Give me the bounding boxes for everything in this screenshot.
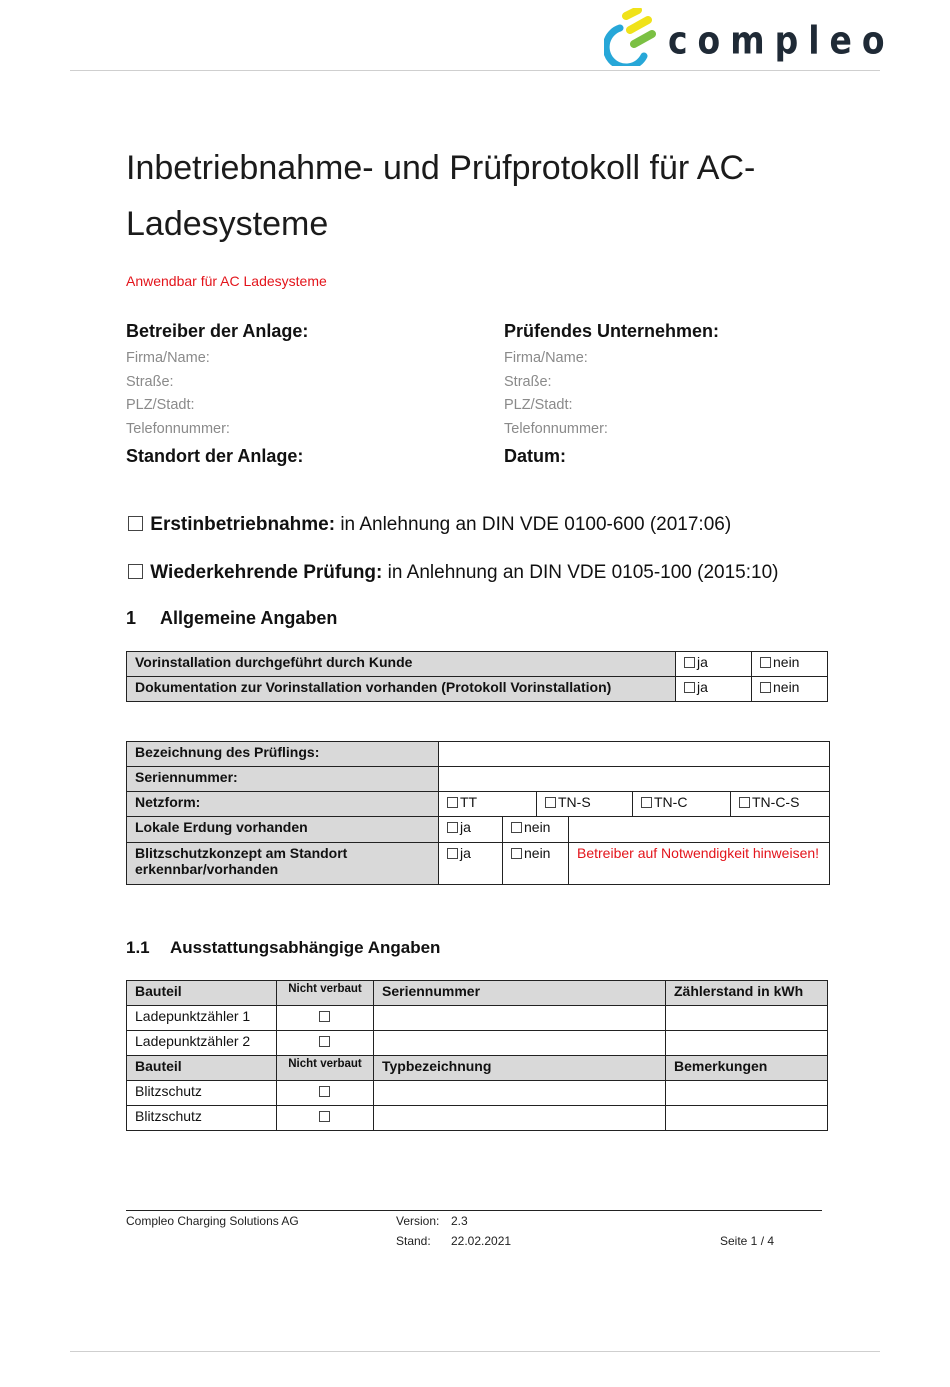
checkbox-icon[interactable]	[319, 1086, 330, 1097]
footer-divider	[126, 1210, 822, 1211]
no-label: nein	[773, 654, 800, 670]
operator-heading: Betreiber der Anlage:	[126, 321, 309, 341]
footer-company: Compleo Charging Solutions AG	[126, 1214, 299, 1228]
section-title: Ausstattungsabhängige Angaben	[170, 938, 441, 957]
header-type: Typbezeichnung	[374, 1056, 666, 1081]
compleo-logo	[604, 8, 895, 66]
footer-version: 2.3	[451, 1214, 468, 1228]
table-header-row	[127, 981, 828, 1006]
operator-field-city: PLZ/Stadt:	[126, 397, 195, 413]
yes-label: ja	[460, 819, 471, 835]
location-heading: Standort der Anlage:	[126, 446, 304, 466]
checkbox-icon[interactable]	[641, 797, 652, 808]
table-header-row	[127, 1056, 828, 1081]
network-option-tt[interactable]	[439, 792, 537, 817]
grounding-note	[569, 817, 830, 843]
network-option-tns[interactable]	[537, 792, 633, 817]
date-heading: Datum:	[504, 446, 566, 466]
check-text: in Anlehnung an DIN VDE 0105-100 (2015:10)	[387, 562, 779, 583]
no-label: nein	[524, 845, 551, 861]
header-divider	[70, 70, 880, 71]
equipment-table	[126, 980, 828, 1131]
serial-cell[interactable]	[374, 1031, 666, 1056]
footer-page-number: Seite 1 / 4	[720, 1234, 775, 1248]
table-row	[127, 1006, 828, 1031]
lightning-label: Blitzschutzkonzept am Standort erkennbar/vorhanden	[127, 843, 439, 885]
document-subtitle: Anwendbar für AC Ladesysteme	[126, 273, 327, 289]
option-label: TN-S	[558, 794, 591, 810]
footer-version-label: Version:	[396, 1214, 440, 1228]
serial-value[interactable]	[439, 767, 830, 792]
operator-field-phone: Telefonnummer:	[126, 421, 230, 437]
no-label: nein	[773, 679, 800, 695]
device-name-label: Bezeichnung des Prüflings:	[127, 742, 439, 767]
header-meter-reading: Zählerstand in kWh	[666, 981, 828, 1006]
row-label: Vorinstallation durchgeführt durch Kunde	[127, 652, 676, 677]
header-not-installed: Nicht verbaut	[277, 1056, 374, 1081]
section-1-heading	[126, 608, 337, 629]
meter-cell[interactable]	[666, 1006, 828, 1031]
check-label: Erstinbetriebnahme:	[150, 514, 336, 535]
remarks-cell[interactable]	[666, 1106, 828, 1131]
checkbox-icon[interactable]	[319, 1111, 330, 1122]
checkbox-icon[interactable]	[319, 1011, 330, 1022]
remarks-cell[interactable]	[666, 1081, 828, 1106]
device-name-value[interactable]	[439, 742, 830, 767]
not-installed-cell[interactable]	[277, 1081, 374, 1106]
compleo-logo-icon	[604, 8, 664, 66]
yes-cell[interactable]	[676, 652, 752, 677]
checkbox-icon[interactable]	[447, 797, 458, 808]
component-name: Ladepunktzähler 1	[127, 1006, 277, 1031]
device-table-lower	[126, 816, 830, 885]
component-name: Blitzschutz	[127, 1106, 277, 1131]
table-row	[127, 792, 830, 817]
grounding-label: Lokale Erdung vorhanden	[127, 817, 439, 843]
document-title: Inbetriebnahme- und Prüfprotokoll für AC-Ladesysteme	[126, 149, 756, 243]
no-cell[interactable]	[752, 677, 828, 702]
table-row	[127, 1106, 828, 1131]
tester-field-city: PLZ/Stadt:	[504, 397, 573, 413]
brand-name: compleo	[668, 18, 895, 63]
checkbox-icon[interactable]	[128, 564, 143, 579]
table-row	[127, 817, 830, 843]
yes-label: ja	[697, 679, 708, 695]
checkbox-icon[interactable]	[447, 822, 458, 833]
grounding-yes[interactable]	[439, 817, 503, 843]
yes-label: ja	[697, 654, 708, 670]
component-name: Blitzschutz	[127, 1081, 277, 1106]
no-label: nein	[524, 819, 551, 835]
section-title: Allgemeine Angaben	[160, 608, 338, 628]
not-installed-cell[interactable]	[277, 1031, 374, 1056]
bottom-divider	[70, 1351, 880, 1352]
tester-field-name: Firma/Name:	[504, 350, 588, 366]
option-label: TN-C-S	[752, 794, 800, 810]
no-cell[interactable]	[752, 652, 828, 677]
header-remarks: Bemerkungen	[666, 1056, 828, 1081]
option-label: TN-C	[654, 794, 688, 810]
checkbox-icon[interactable]	[684, 682, 695, 693]
device-table	[126, 741, 830, 817]
table-row	[127, 742, 830, 767]
checkbox-icon[interactable]	[739, 797, 750, 808]
operator-field-name: Firma/Name:	[126, 350, 210, 366]
serial-cell[interactable]	[374, 1006, 666, 1031]
header-serial: Seriennummer	[374, 981, 666, 1006]
checkbox-icon[interactable]	[684, 657, 695, 668]
checkbox-icon[interactable]	[511, 822, 522, 833]
type-cell[interactable]	[374, 1081, 666, 1106]
header-not-installed: Nicht verbaut	[277, 981, 374, 1006]
check-text: in Anlehnung an DIN VDE 0100-600 (2017:06)	[340, 514, 732, 535]
footer-date-label: Stand:	[396, 1234, 431, 1248]
table-row	[127, 1031, 828, 1056]
lightning-yes[interactable]	[439, 843, 503, 885]
table-row	[127, 677, 828, 702]
table-row	[127, 767, 830, 792]
general-info-table	[126, 651, 828, 702]
table-row	[127, 843, 830, 885]
checkbox-icon[interactable]	[760, 657, 771, 668]
tester-heading: Prüfendes Unternehmen:	[504, 321, 720, 341]
row-label: Dokumentation zur Vorinstallation vorhanden (Protokoll Vorinstallation)	[127, 677, 676, 702]
serial-label: Seriennummer:	[127, 767, 439, 792]
tester-field-phone: Telefonnummer:	[504, 421, 608, 437]
grounding-no[interactable]	[503, 817, 569, 843]
check-initial-commissioning[interactable]	[128, 514, 731, 536]
checkbox-icon[interactable]	[447, 848, 458, 859]
network-option-tncs[interactable]	[731, 792, 830, 817]
check-recurring-test[interactable]	[128, 562, 778, 584]
checkbox-icon[interactable]	[511, 848, 522, 859]
lightning-note: Betreiber auf Notwendigkeit hinweisen!	[569, 843, 830, 885]
tester-field-street: Straße:	[504, 374, 552, 390]
check-label: Wiederkehrende Prüfung:	[150, 562, 383, 583]
component-name: Ladepunktzähler 2	[127, 1031, 277, 1056]
checkbox-icon[interactable]	[128, 516, 143, 531]
network-option-tnc[interactable]	[633, 792, 731, 817]
section-number: 1	[126, 608, 137, 628]
table-row	[127, 1081, 828, 1106]
checkbox-icon[interactable]	[319, 1036, 330, 1047]
not-installed-cell[interactable]	[277, 1106, 374, 1131]
header-component: Bauteil	[127, 981, 277, 1006]
operator-field-street: Straße:	[126, 374, 174, 390]
section-1-1-heading	[126, 938, 440, 958]
lightning-no[interactable]	[503, 843, 569, 885]
footer-date: 22.02.2021	[451, 1234, 512, 1248]
meter-cell[interactable]	[666, 1031, 828, 1056]
type-cell[interactable]	[374, 1106, 666, 1131]
section-number: 1.1	[126, 938, 150, 957]
checkbox-icon[interactable]	[760, 682, 771, 693]
network-label: Netzform:	[127, 792, 439, 817]
yes-cell[interactable]	[676, 677, 752, 702]
yes-label: ja	[460, 845, 471, 861]
table-row	[127, 652, 828, 677]
checkbox-icon[interactable]	[545, 797, 556, 808]
not-installed-cell[interactable]	[277, 1006, 374, 1031]
option-label: TT	[460, 794, 478, 810]
header-component: Bauteil	[127, 1056, 277, 1081]
